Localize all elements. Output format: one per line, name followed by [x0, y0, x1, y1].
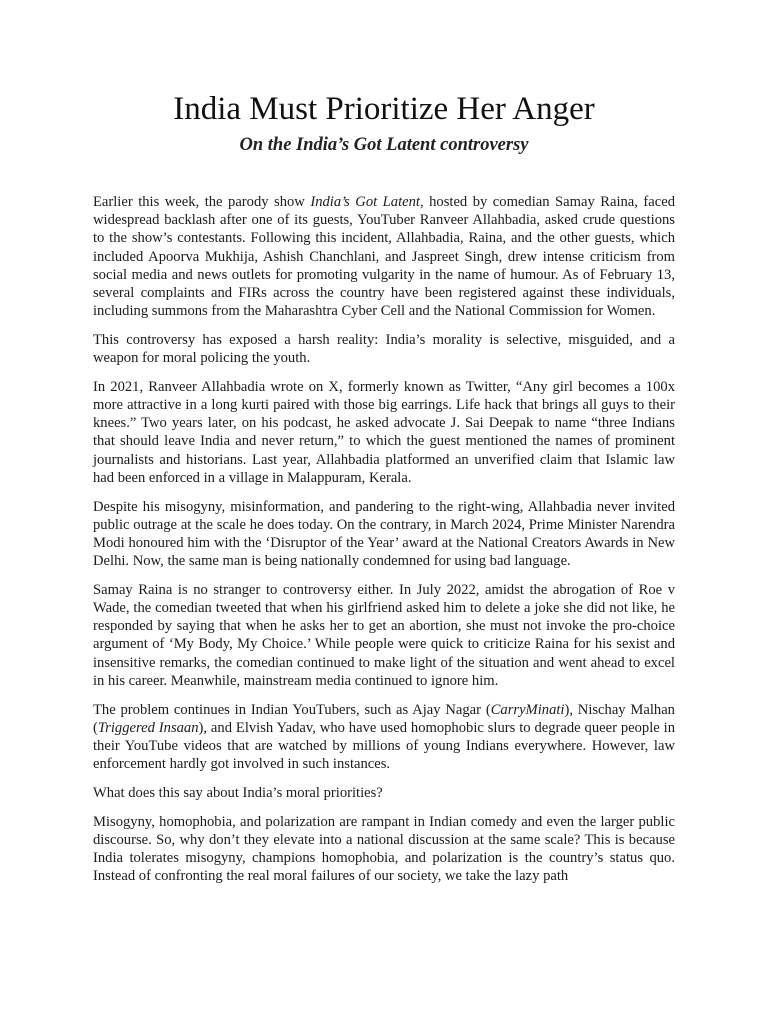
paragraph-text: , hosted by comedian Samay Raina, faced widespread backlash after one of its guests, YouTuber Ranveer Allahbadia, asked crude questions to the show’s contestants. Following this incident, Allahbadia, Raina, and the other guests, which included Apoorva Mukhija, Ashish Chanchlani, and Jaspreet Singh, drew intense criticism from social media and news outlets for promoting vulgarity in the name of humour. As of February 13, several complaints and FIRs across the country have been registered against these individuals, including summons from the Maharashtra Cyber Cell and the National Commission for Women. [93, 194, 676, 320]
paragraph-text: ), Nischay Malhan ( [93, 701, 675, 736]
paragraph-text: What does this say about India’s moral priorities? [93, 784, 383, 801]
paragraph-text: The problem continues in Indian YouTubers, such as Ajay Nagar ( [93, 701, 491, 718]
paragraph-text: ), and Elvish Yadav, who have used homophobic slurs to degrade queer people in their YouTube videos that are watched by millions of young Indians everywhere. However, law enforcement hardly got involved in such instances. [93, 719, 676, 773]
body-paragraph [93, 581, 675, 690]
body-paragraph [93, 813, 675, 886]
italic-title-text: CarryMinati [490, 701, 565, 718]
italic-title-text: India’s Got Latent [310, 194, 420, 210]
body-paragraph [93, 784, 675, 802]
body-paragraph [93, 498, 675, 571]
body-paragraph [93, 701, 675, 774]
body-paragraph [93, 378, 675, 487]
paragraph-text: Despite his misogyny, misinformation, and pandering to the right-wing, Allahbadia never invited public outrage at the scale he does today. On the contrary, in March 2024, Prime Minister Narendra Modi honoured him with the ‘Disruptor of the Year’ award at the National Creators Awards in New Delhi. Now, the same man is being nationally condemned for using bad language. [93, 498, 675, 570]
article-subtitle: On the India’s Got Latent controversy [239, 135, 529, 155]
paragraph-text: In 2021, Ranveer Allahbadia wrote on X, formerly known as Twitter, “Any girl becomes a 100x more attractive in a long kurti paired with those big earrings. Life hack that brings all guys to their knees.” Two years later, on his podcast, he asked advocate J. Sai Deepak to name “three Indians that should leave India and never return,” to which the guest mentioned the names of prominent journalists and historians. Last year, Allahbadia platformed an unverified claim that Islamic law had been enforced in a village in Malappuram, Kerala. [93, 378, 675, 486]
paragraph-text: Misogyny, homophobia, and polarization are rampant in Indian comedy and even the larger public discourse. So, why don’t they elevate into a national discussion at the same scale? This is because India tolerates misogyny, champions homophobia, and polarization is the country’s status quo. Instead of confronting the real moral failures of our society, we take the lazy path [93, 813, 675, 885]
body-paragraph [93, 331, 675, 367]
article-body [93, 193, 675, 896]
article-title: India Must Prioritize Her Anger [173, 91, 595, 127]
italic-title-text: Triggered Insaan [97, 719, 199, 736]
paragraph-text: Samay Raina is no stranger to controversy either. In July 2022, amidst the abrogation of Roe v Wade, the comedian tweeted that when his girlfriend asked him to delete a joke she did not like, he responded by saying that when he asks her to get an abortion, she must not invoke the pro-choice argument of ‘My Body, My Choice.’ While people were quick to criticize Raina for his sexist and insensitive remarks, the comedian continued to make light of the situation and went ahead to excel in his career. Meanwhile, mainstream media continued to ignore him. [93, 581, 675, 689]
paragraph-text: This controversy has exposed a harsh reality: India’s morality is selective, misguided, and a weapon for moral policing the youth. [93, 331, 675, 367]
paragraph-text: Earlier this week, the parody show [93, 194, 311, 210]
body-paragraph [93, 193, 675, 320]
